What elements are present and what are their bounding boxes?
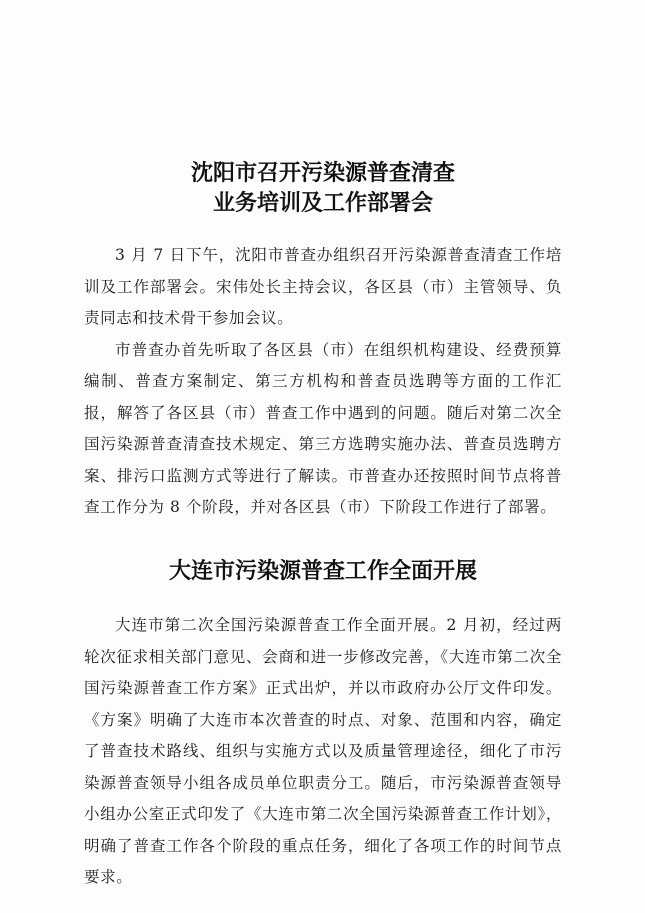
article-paragraph: 市普查办首先听取了各区县（市）在组织机构建设、经费预算编制、普查方案制定、第三方机构和普查员选聘等方面的工作汇报，解答了各区县（市）普查工作中遇到的问题。随后对第二次全国污染源普查清查技术规定、第三方选聘实施办法、普查员选聘方案、排污口监测方式等进行了解读。市普查办还按照时间节点将普查工作分为 8 个阶段，并对各区县（市）下阶段工作进行了部署。 bbox=[84, 340, 562, 516]
article-title-line-1: 沈阳市召开污染源普查清查 bbox=[190, 160, 455, 186]
article-paragraph: 大连市第二次全国污染源普查工作全面开展。2 月初，经过两轮次征求相关部门意见、会商和进一步修改完善，《大连市第二次全国污染源普查工作方案》正式出炉，并以市政府办公厅文件印发。《方案》明确了大连市本次普查的时点、对象、范围和内容，确定了普查技术路线、组织与实施方式以及质量管理途径，细化了市污染源普查领导小组各成员单位职责分工。随后，市污染源普查领导小组办公室正式印发了《大连市第二次全国污染源普查工作计划》，明确了普查工作各个阶段的重点任务，细化了各项工作的时间节点要求。 bbox=[84, 616, 562, 886]
article-paragraph: 3 月 7 日下午，沈阳市普查办组织召开污染源普查清查工作培训及工作部署会。宋伟处长主持会议，各区县（市）主管领导、负责同志和技术骨干参加会议。 bbox=[84, 246, 562, 327]
article-title-line-2: 业务培训及工作部署会 bbox=[212, 190, 433, 216]
article-title bbox=[84, 158, 562, 218]
article-dalian bbox=[84, 556, 562, 894]
article-title: 大连市污染源普查工作全面开展 bbox=[168, 558, 477, 584]
article-shenyang bbox=[84, 158, 562, 524]
